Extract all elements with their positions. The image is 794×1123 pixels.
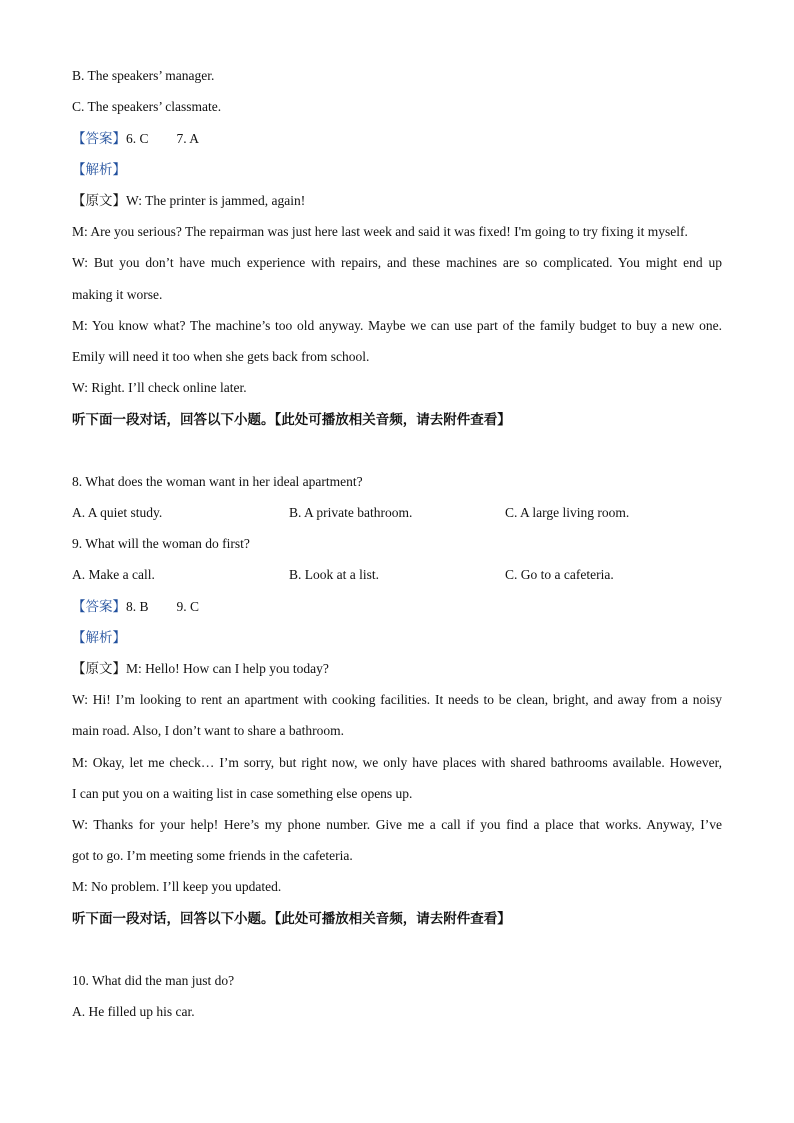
transcript-text: M: Hello! How can I help you today? xyxy=(126,661,329,676)
option-c: C. The speakers’ classmate. xyxy=(72,99,222,114)
q10-option-a: A. He filled up his car. xyxy=(72,1004,195,1019)
answer-label: 【答案】 xyxy=(72,599,126,615)
answer-7: 7. A xyxy=(176,131,200,146)
transcript-line: M: No problem. I’ll keep you updated. xyxy=(72,879,282,894)
answer-9: 9. C xyxy=(176,599,200,614)
q8-option-b: B. A private bathroom. xyxy=(289,505,413,520)
answer-label: 【答案】 xyxy=(72,131,126,147)
answer-8: 8. B xyxy=(126,599,149,614)
transcript-line: M: Are you serious? The repairman was just here last week and said it was fixed! I'm going to try fixing it myself. xyxy=(72,224,688,239)
audio-instruction: 听下面一段对话，回答以下小题。【此处可播放相关音频，请去附件查看】 xyxy=(72,911,511,927)
transcript-line: making it worse. xyxy=(72,287,163,302)
q9-option-a: A. Make a call. xyxy=(72,567,155,582)
analysis-label-2: 【解析】 xyxy=(72,630,126,646)
transcript-line: I can put you on a waiting list in case something else opens up. xyxy=(72,786,413,801)
transcript-line: got to go. I’m meeting some friends in the cafeteria. xyxy=(72,848,353,863)
q9-option-b: B. Look at a list. xyxy=(289,567,379,582)
transcript-line: W: Right. I’ll check online later. xyxy=(72,380,247,395)
q9-option-c: C. Go to a cafeteria. xyxy=(505,567,614,582)
original-label: 【原文】 xyxy=(72,193,126,209)
transcript-line: W: Hi! I’m looking to rent an apartment with cooking facilities. It needs to be clean, bright, and away from a noisy xyxy=(72,692,722,707)
option-b: B. The speakers’ manager. xyxy=(72,68,215,83)
question-10: 10. What did the man just do? xyxy=(72,973,235,988)
transcript-line: main road. Also, I don’t want to share a bathroom. xyxy=(72,723,344,738)
transcript-line: Emily will need it too when she gets back from school. xyxy=(72,349,370,364)
answer-line-1 xyxy=(72,129,722,149)
answer-6: 6. C xyxy=(126,131,149,146)
transcript-line xyxy=(72,659,722,679)
transcript-line: W: But you don’t have much experience with repairs, and these machines are so complicated. You might end up xyxy=(72,255,722,270)
q8-option-a: A. A quiet study. xyxy=(72,505,163,520)
answer-line-2 xyxy=(72,597,722,617)
question-8: 8. What does the woman want in her ideal apartment? xyxy=(72,474,363,489)
transcript-text: W: The printer is jammed, again! xyxy=(126,193,306,208)
transcript-line: M: You know what? The machine’s too old anyway. Maybe we can use part of the family budget to buy a new one. xyxy=(72,318,722,333)
audio-instruction: 听下面一段对话，回答以下小题。【此处可播放相关音频，请去附件查看】 xyxy=(72,412,511,428)
q8-option-c: C. A large living room. xyxy=(505,505,630,520)
transcript-line xyxy=(72,191,722,211)
question-9: 9. What will the woman do first? xyxy=(72,536,250,551)
analysis-label-1: 【解析】 xyxy=(72,162,126,178)
transcript-line: M: Okay, let me check… I’m sorry, but right now, we only have places with shared bathrooms available. However, xyxy=(72,755,722,770)
original-label: 【原文】 xyxy=(72,661,126,677)
transcript-line: W: Thanks for your help! Here’s my phone number. Give me a call if you find a place that works. Anyway, I’ve xyxy=(72,817,722,832)
